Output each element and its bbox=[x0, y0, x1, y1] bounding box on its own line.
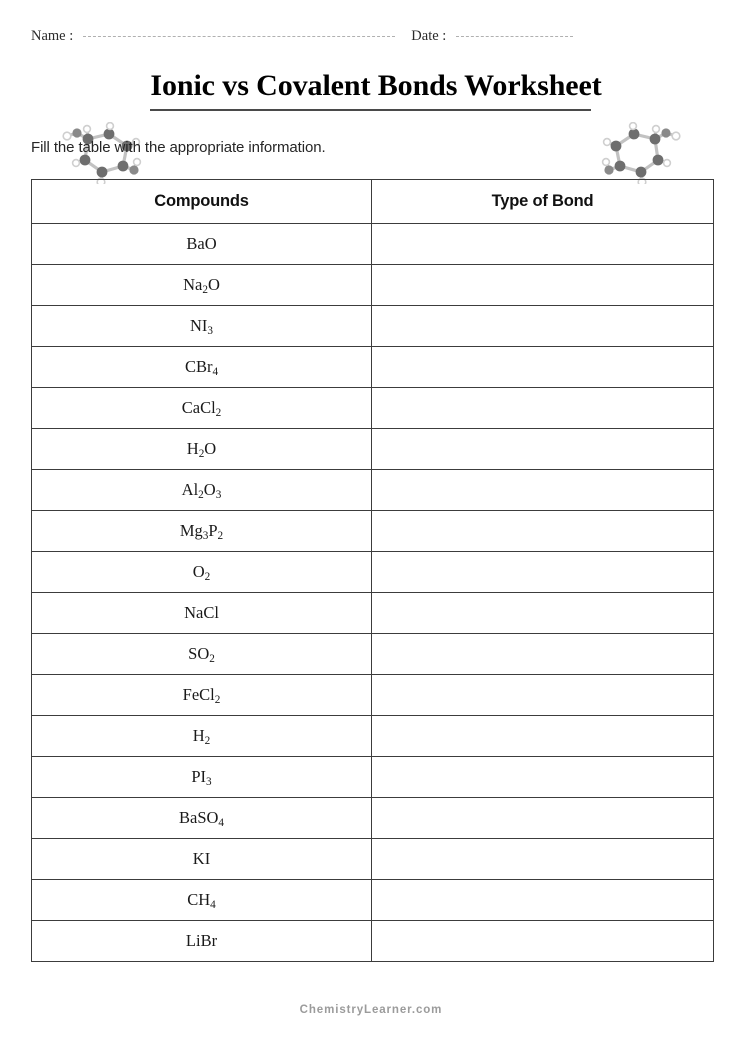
compound-cell: CBr$_4$ bbox=[32, 347, 372, 388]
table-row bbox=[32, 675, 714, 716]
compound-cell: NaCl bbox=[32, 593, 372, 634]
table-row bbox=[32, 593, 714, 634]
bond-answer-cell[interactable] bbox=[372, 511, 714, 552]
table-header-row bbox=[32, 180, 714, 224]
table-row bbox=[32, 839, 714, 880]
compound-cell: $CH_4$ bbox=[32, 880, 372, 921]
bond-answer-cell[interactable] bbox=[372, 429, 714, 470]
date-label: Date : bbox=[411, 28, 447, 44]
compound-cell: $O_2$ bbox=[32, 552, 372, 593]
bond-answer-cell[interactable] bbox=[372, 757, 714, 798]
compound-cell: $Na_2O$ bbox=[32, 265, 372, 306]
table-row bbox=[32, 265, 714, 306]
title-underline bbox=[150, 109, 591, 111]
bond-answer-cell[interactable] bbox=[372, 470, 714, 511]
molecule-decoration-right bbox=[596, 122, 686, 184]
compound-cell: FeCl$_2$ bbox=[32, 675, 372, 716]
compound-cell: $H_2O$ bbox=[32, 429, 372, 470]
column-header-compounds: Compounds bbox=[32, 180, 372, 224]
table-body bbox=[32, 224, 714, 962]
compound-cell: CaCl$_2$ bbox=[32, 388, 372, 429]
table-row bbox=[32, 429, 714, 470]
site-footer: ChemistryLearner.com bbox=[299, 1004, 443, 1016]
compound-cell: $H_2$ bbox=[32, 716, 372, 757]
bond-answer-cell[interactable] bbox=[372, 675, 714, 716]
table-row bbox=[32, 798, 714, 839]
table-row bbox=[32, 347, 714, 388]
name-input-line[interactable] bbox=[83, 35, 395, 37]
bond-answer-cell[interactable] bbox=[372, 388, 714, 429]
compound-cell: $SO_2$ bbox=[32, 634, 372, 675]
compound-cell: BaO bbox=[32, 224, 372, 265]
table-row bbox=[32, 552, 714, 593]
compounds-table bbox=[31, 179, 714, 962]
name-label: Name : bbox=[31, 28, 74, 44]
table-row bbox=[32, 880, 714, 921]
bond-answer-cell[interactable] bbox=[372, 839, 714, 880]
bond-answer-cell[interactable] bbox=[372, 921, 714, 962]
bond-answer-cell[interactable] bbox=[372, 593, 714, 634]
column-header-type-of-bond: Type of Bond bbox=[372, 180, 714, 224]
table-row bbox=[32, 511, 714, 552]
bond-answer-cell[interactable] bbox=[372, 224, 714, 265]
instruction-text: Fill the table with the appropriate information. bbox=[31, 139, 326, 156]
compound-cell: $NI_3$ bbox=[32, 306, 372, 347]
compound-cell: $Al_2O_3$ bbox=[32, 470, 372, 511]
page-title: Ionic vs Covalent Bonds Worksheet bbox=[150, 69, 602, 102]
name-date-row bbox=[0, 28, 742, 52]
table-row bbox=[32, 306, 714, 347]
bond-answer-cell[interactable] bbox=[372, 306, 714, 347]
compound-cell: $PI_3$ bbox=[32, 757, 372, 798]
table-row bbox=[32, 388, 714, 429]
table-row bbox=[32, 224, 714, 265]
bond-answer-cell[interactable] bbox=[372, 880, 714, 921]
table-row bbox=[32, 921, 714, 962]
bond-answer-cell[interactable] bbox=[372, 552, 714, 593]
bond-answer-cell[interactable] bbox=[372, 265, 714, 306]
bond-answer-cell[interactable] bbox=[372, 347, 714, 388]
title-band bbox=[0, 62, 742, 128]
table-row bbox=[32, 470, 714, 511]
table-row bbox=[32, 757, 714, 798]
compound-cell: KI bbox=[32, 839, 372, 880]
date-input-line[interactable] bbox=[456, 35, 573, 37]
bond-answer-cell[interactable] bbox=[372, 716, 714, 757]
bond-answer-cell[interactable] bbox=[372, 798, 714, 839]
bond-answer-cell[interactable] bbox=[372, 634, 714, 675]
compound-cell: LiBr bbox=[32, 921, 372, 962]
compound-cell: BaSO$_4$ bbox=[32, 798, 372, 839]
compound-cell: $Mg_3P_2$ bbox=[32, 511, 372, 552]
table-row bbox=[32, 634, 714, 675]
table-row bbox=[32, 716, 714, 757]
